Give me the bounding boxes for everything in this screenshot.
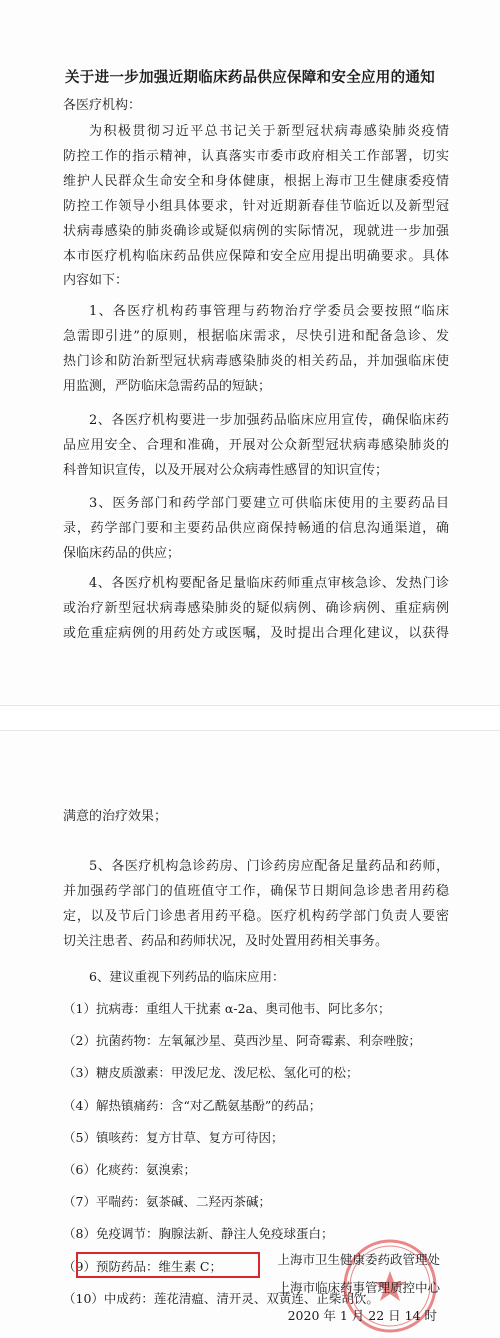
drug-list-item: （2）抗菌药物：左氧氟沙星、莫西沙星、阿奇霉素、利奈唑胺； [63,1033,421,1049]
item2-line: 品应用安全、合理和准确，开展对公众新型冠状病毒感染肺炎的 [63,437,449,453]
item3-line: 保临床药品的供应； [63,545,181,561]
item6-intro: 6、建议重视下列药品的临床应用： [89,969,285,984]
salutation: 各医疗机构： [63,98,142,113]
item5-line: 并加强药学部门的值班值守工作，确保节日期间急诊患者用药稳 [63,883,449,899]
drug-list-item: （5）镇咳药：复方甘草、复方可待因； [63,1129,284,1145]
item5-line: 定，以及节后门诊患者用药平稳。医疗机构药学部门负责人要密 [63,908,449,924]
item2-line: 2、各医疗机构要进一步加强药品临床应用宣传，确保临床药 [89,413,449,428]
document-date: 2020 年 1 月 22 日 14 时 [287,1308,437,1323]
intro-line: 防控工作的指示精神，认真落实市委市政府相关工作部署，切实 [63,148,449,164]
drug-list-item: （10）中成药：莲花清瘟、清开灵、双黄连、正柴胡饮。 [63,1290,379,1306]
signature-office: 上海市卫生健康委药政管理处 [277,1252,440,1267]
intro-line: 状病毒感染的肺炎确诊或疑似病例的实际情况，现就进一步加强 [63,223,449,239]
intro-line: 内容如下： [63,273,129,289]
drug-list-item: （6）化痰药：氨溴索； [63,1162,196,1177]
intro-line: 防控工作领导小组具体要求，针对近期新春佳节临近以及新型冠 [63,198,449,214]
item1-line: 热门诊和防治新型冠状病毒感染肺炎的相关药品，并加强临床使 [63,353,449,369]
item3-paragraph [63,492,449,567]
intro-line: 本市医疗机构临床药品供应保障和安全应用提出明确要求。具体 [63,248,449,264]
drug-list-item: （8）免疫调节：胸腺法新、静注人免疫球蛋白； [63,1226,334,1242]
item2-line: 科普知识宣传，以及开展对公众病毒性感冒的知识宣传； [63,462,389,478]
drug-list-item: （1）抗病毒：重组人干扰素 α-2a、奥司他韦、阿比多尔； [63,1001,391,1016]
item5-line: 切关注患者、药品和药师状况，及时处置用药相关事务。 [63,933,389,949]
drug-list-item: （3）糖皮质激素：甲泼尼龙、泼尼松、氢化可的松； [63,1065,359,1081]
item1-line: 急需即引进”的原则，根据临床需求，尽快引进和配备急诊、发 [63,328,449,344]
drug-list-item: （4）解热镇痛药：含“对乙酰氨基酚”的药品； [63,1097,322,1113]
item3-line: 3、医务部门和药学部门要建立可供临床使用的主要药品目 [89,496,449,511]
item2-paragraph [63,409,449,484]
item5-line: 5、各医疗机构急诊药房、门诊药房应配备足量药品和药师， [89,859,449,874]
red-highlight-box [76,1252,260,1278]
signature-center: 上海市临床药事管理质控中心 [277,1280,440,1295]
item4-paragraph [63,572,449,647]
item4-line: 4、各医疗机构要配备足量临床药师重点审核急诊、发热门诊 [89,576,449,591]
page2-continuation [63,805,449,830]
item1-line: 1、各医疗机构药事管理与药物治疗学委员会要按照“临床 [89,304,449,319]
continuation-line: 满意的治疗效果； [63,809,168,824]
intro-paragraph [63,120,449,294]
item5-paragraph [63,855,449,955]
drug-list-item-highlighted: （9）预防药品：维生素 C； [63,1258,222,1274]
intro-line: 维护人民群众生命安全和身体健康，根据上海市卫生健康委疫情 [63,173,449,189]
intro-line: 为积极贯彻习近平总书记关于新型冠状病毒感染肺炎疫情 [89,124,449,139]
page-gap [0,706,500,730]
item4-line: 或治疗新型冠状病毒感染肺炎的疑似病例、确诊病例、重症病例 [63,600,449,616]
item4-line: 或危重症病例的用药处方或医嘱，及时提出合理化建议，以获得 [63,625,449,641]
item1-line: 用监测，严防临床急需药品的短缺； [63,378,272,394]
drug-list-item: （7）平喘药：氨茶碱、二羟丙茶碱； [63,1194,271,1210]
item1-paragraph [63,300,449,400]
document-title: 关于进一步加强近期临床药品供应保障和安全应用的通知 [65,70,435,86]
item3-line: 录，药学部门要和主要药品供应商保持畅通的信息沟通渠道，确 [63,520,449,536]
